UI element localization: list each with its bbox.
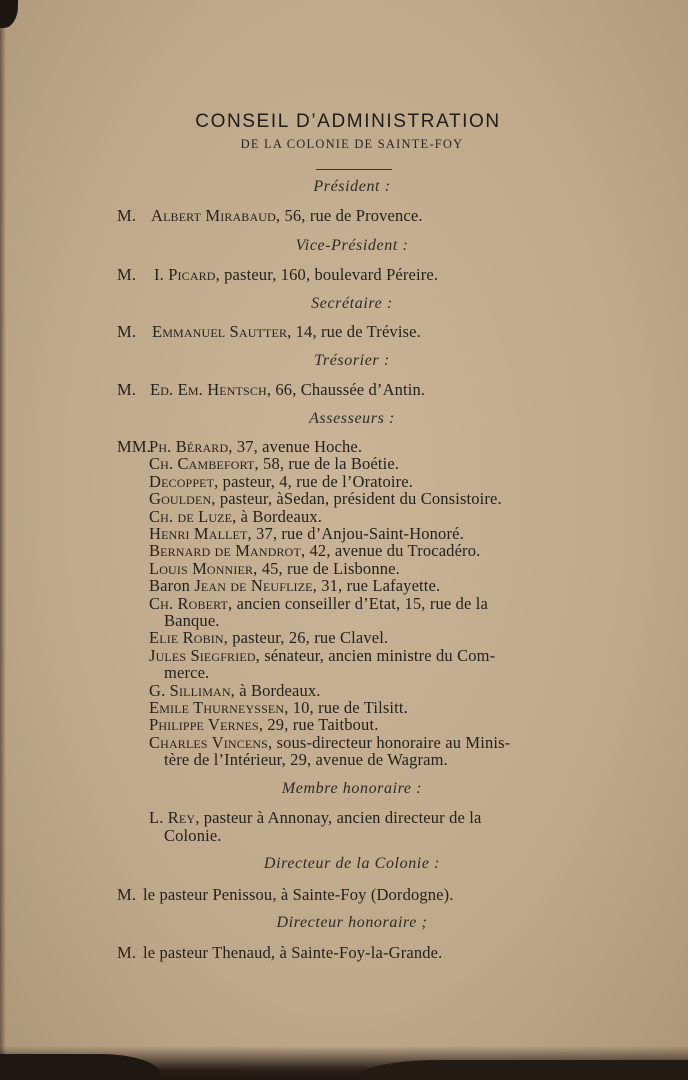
title-divider [316, 169, 392, 170]
membre-honoraire-continuation: Colonie. [164, 826, 222, 845]
assesseur-name: Elie Robin [149, 628, 224, 648]
president-name: Albert Mirabaud [151, 206, 276, 225]
directeur-honoraire-prefix: M. [117, 943, 137, 962]
assesseur-address: , 29, rue Taitbout. [258, 715, 379, 735]
assesseur-name: Goulden [149, 489, 212, 509]
assesseur-address: , sous-directeur honoraire au Minis- [268, 732, 511, 752]
assesseur-title: Baron [149, 576, 195, 596]
heading-president: Président : [313, 178, 391, 195]
assesseur-name: Louis Monnier [149, 558, 254, 578]
assesseur-address: , à Bordeaux. [230, 680, 321, 700]
assesseur-address: , 37, rue d’Anjou-Saint-Honoré. [247, 524, 464, 543]
assesseur-name: Jules Siegfried [149, 645, 256, 665]
assesseur-name: Henri Mallet [149, 524, 248, 543]
assesseur-continuation: Banque. [164, 611, 220, 630]
page-bottom-damage-left [0, 1054, 160, 1080]
president-address: , 56, rue de Provence. [275, 206, 423, 225]
president-prefix: M. [117, 206, 137, 225]
directeur-entry: le pasteur Penissou, à Sainte-Foy (Dordogne). [143, 885, 454, 904]
assesseur-name: G. Silliman [149, 680, 231, 700]
assesseur-address: , 10, rue de Tilsitt. [284, 698, 408, 717]
assesseurs-prefix: MM. [117, 437, 151, 456]
heading-directeur: Directeur de la Colonie : [263, 855, 441, 872]
assesseur-address: , 58, rue de la Boétie. [254, 454, 400, 474]
assesseur-name: Emile Thurneyssen [149, 698, 285, 717]
tresorier-prefix: M. [117, 380, 137, 399]
assesseur-name: Ph. Bérard [149, 437, 229, 456]
assesseur-address: , 45, rue de Lisbonne. [253, 558, 400, 578]
heading-assesseurs: Assesseurs : [309, 410, 395, 427]
membre-honoraire-address: , pasteur à Annonay, ancien directeur de la [195, 808, 482, 827]
secretaire-name: Emmanuel Sautter [152, 322, 288, 341]
secretaire-address: , 14, rue de Trévise. [287, 322, 421, 341]
assesseur-address: , pasteur, àSedan, président du Consistoire. [211, 489, 502, 509]
heading-membre-honoraire: Membre honoraire : [281, 780, 423, 797]
secretaire-entry [152, 322, 421, 342]
assesseur-name: Philippe Vernes [149, 715, 259, 735]
assesseur-continuation: tère de l’Intérieur, 29, avenue de Wagram. [164, 750, 448, 770]
assesseur-address: , sénateur, ancien ministre du Com- [255, 645, 496, 665]
assesseur-continuation: merce. [164, 663, 210, 683]
assesseur-name: Decoppet [149, 471, 215, 491]
page-bottom-damage-right [360, 1060, 688, 1080]
assesseur-name: Ch. Cambefort [149, 454, 255, 474]
assesseur-name: Charles Vincens [149, 732, 269, 752]
assesseur-name: Ch. Robert [149, 593, 229, 613]
assesseur-address: , pasteur, 26, rue Clavel. [223, 628, 389, 648]
assesseur-address: , à Bordeaux. [232, 506, 323, 526]
assesseur-address: , pasteur, 4, rue de l’Oratoire. [214, 471, 413, 491]
tresorier-name: Ed. Em. Hentsch [150, 380, 267, 399]
directeur-honoraire-entry: le pasteur Thenaud, à Sainte-Foy-la-Grande. [143, 943, 443, 962]
assesseur-address: , 37, avenue Hoche. [228, 437, 363, 456]
vice-president-name: I. Picard [154, 265, 216, 284]
membre-honoraire-entry [149, 808, 481, 828]
assesseur-address: , 31, rue Lafayette. [312, 576, 441, 596]
page-subtitle: DE LA COLONIE DE SAINTE-FOY [240, 137, 464, 151]
assesseur-address: , ancien conseiller d’Etat, 15, rue de la [228, 593, 489, 613]
tresorier-entry [150, 380, 425, 400]
assesseur-name: Ch. de Luze [149, 506, 233, 526]
heading-directeur-honoraire: Directeur honoraire ; [276, 914, 428, 931]
assesseur-name: Bernard de Mandrot [149, 541, 301, 561]
vice-president-prefix: M. [117, 265, 137, 284]
heading-tresorier: Trésorier : [314, 352, 390, 369]
vice-president-entry [154, 265, 438, 285]
president-entry [151, 206, 423, 226]
tresorier-address: , 66, Chaussée d’Antin. [266, 380, 426, 399]
assesseur-address: , 42, avenue du Trocadéro. [300, 541, 481, 561]
membre-honoraire-name: L. Rey [149, 808, 196, 827]
directeur-prefix: M. [117, 885, 137, 904]
page-title: CONSEIL D’ADMINISTRATION [195, 111, 501, 132]
assesseur-name: Jean de Neuflize [194, 576, 313, 596]
heading-vice-president: Vice-Président : [295, 237, 409, 254]
secretaire-prefix: M. [117, 322, 137, 341]
page-corner-damage [0, 0, 18, 28]
vice-president-address: , pasteur, 160, boulevard Péreire. [215, 265, 439, 284]
heading-secretaire: Secrétaire : [311, 295, 393, 312]
